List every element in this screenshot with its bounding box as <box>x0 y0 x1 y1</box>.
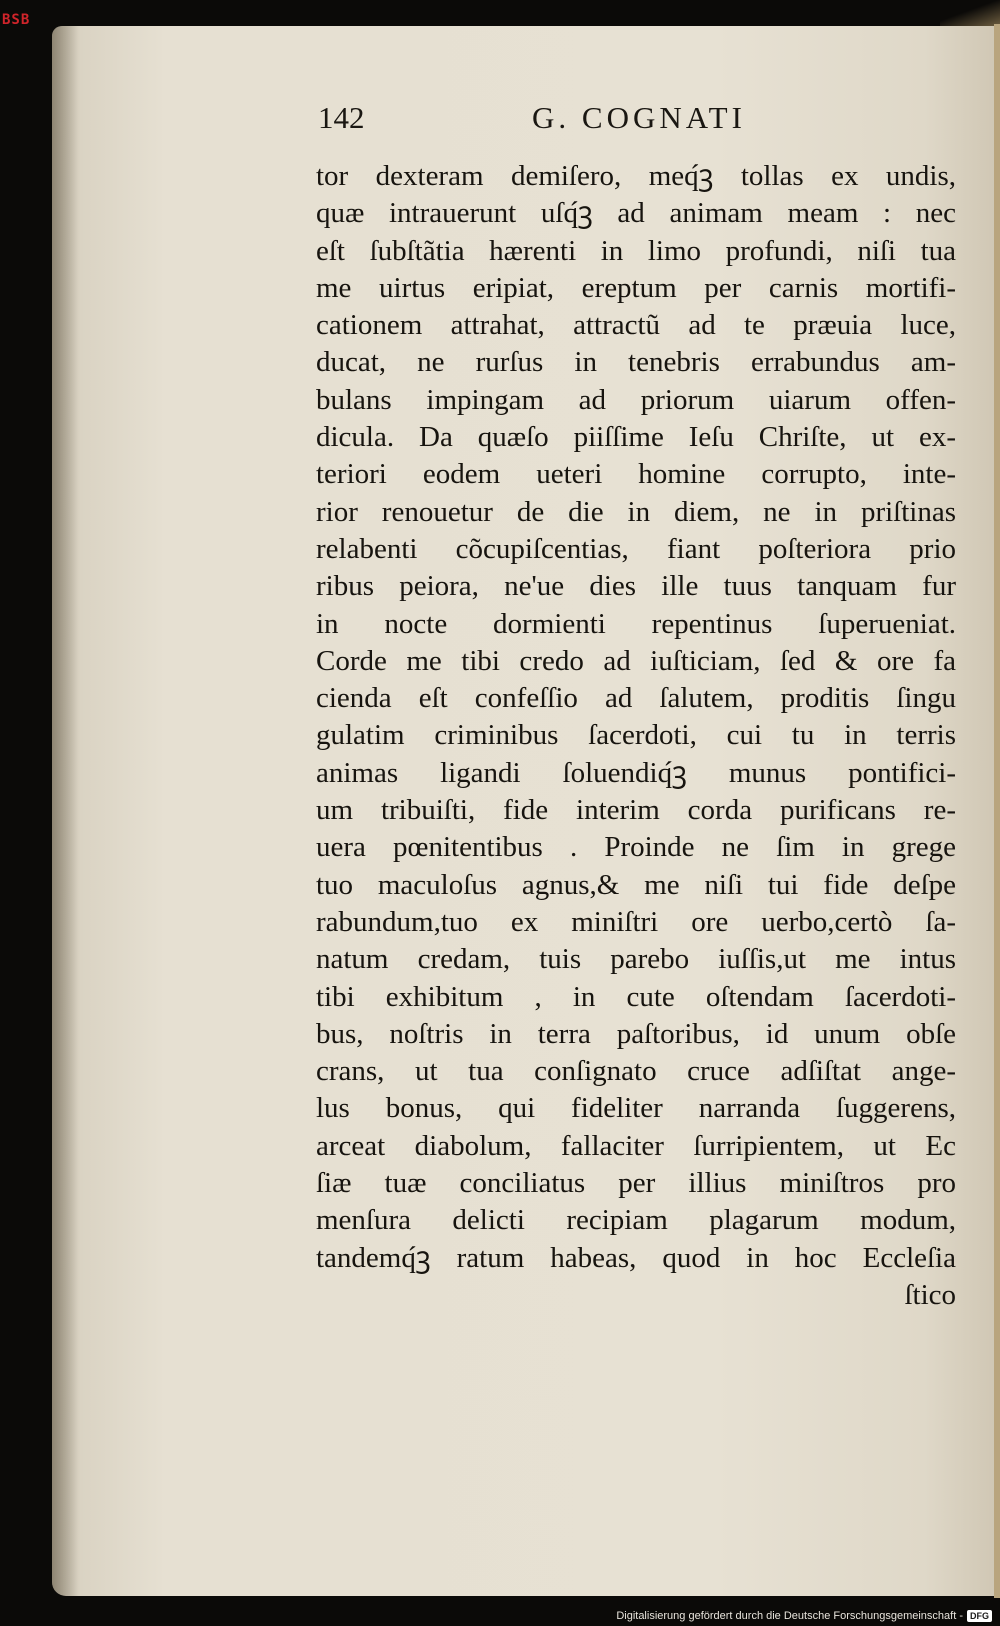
text-line: eſt ſubſtãtia hærenti in limo profundi, niſi tua <box>316 234 956 267</box>
text-line: cienda eſt confeſſio ad ſalutem, proditis ſingu <box>316 682 956 715</box>
text-line: menſura delicti recipiam plagarum modum, <box>316 1204 956 1237</box>
dfg-logo: DFG <box>967 1610 992 1622</box>
text-line: relabenti cõcupiſcentias, fiant poſteriora prio <box>316 532 956 565</box>
text-line: tor dexteram demiſero, meq́ꝫ tollas ex undis, <box>316 160 956 192</box>
text-line: tuo maculoſus agnus,& me niſi tui fide deſpe <box>316 868 956 901</box>
text-line: teriori eodem ueteri homine corrupto, inte- <box>316 458 956 491</box>
page-number: 142 <box>318 100 365 135</box>
text-block <box>316 158 956 1314</box>
text-line: ſtico <box>904 1278 956 1311</box>
running-head <box>318 100 958 144</box>
text-line: ſiæ tuæ conciliatus per illius miniſtros pro <box>316 1167 956 1200</box>
text-line: arceat diabolum, fallaciter ſurripientem, ut Ec <box>316 1129 956 1162</box>
text-line: me uirtus eripiat, ereptum per carnis mortifi- <box>316 271 956 304</box>
text-line: dicula. Da quæſo piiſſime Ieſu Chriſte, ut ex- <box>316 421 956 454</box>
digitization-credit: Digitalisierung gefördert durch die Deutsche Forschungsgemeinschaft - <box>616 1610 963 1622</box>
text-line: tibi exhibitum , in cute oſtendam ſacerdoti- <box>316 980 956 1013</box>
text-line: bulans impingam ad priorum uiarum offen- <box>316 383 956 416</box>
text-line: ducat, ne rurſus in tenebris errabundus am- <box>316 346 956 379</box>
text-line: cationem attrahat, attractũ ad te præuia luce, <box>316 309 956 342</box>
text-line: bus, noſtris in terra paſtoribus, id unum obſe <box>316 1017 956 1050</box>
page-gutter-shadow <box>52 26 78 1596</box>
text-line: crans, ut tua conſignato cruce adſiſtat ange- <box>316 1055 956 1088</box>
text-line: uera pœnitentibus . Proinde ne ſim in grege <box>316 831 956 864</box>
text-line: natum credam, tuis parebo iuſſis,ut me intus <box>316 943 956 976</box>
text-line: rior renouetur de die in diem, ne in priſtinas <box>316 495 956 528</box>
text-line: in nocte dormienti repentinus ſuperueniat. <box>316 607 956 640</box>
text-line: Corde me tibi credo ad iuſticiam, ſed & ore fa <box>316 644 956 677</box>
text-line: ribus peiora, ne'ue dies ille tuus tanquam fur <box>316 570 956 603</box>
text-line: lus bonus, qui fideliter narranda ſuggerens, <box>316 1092 956 1125</box>
text-line: tandemq́ꝫ ratum habeas, quod in hoc Eccleſia <box>316 1241 956 1274</box>
text-line: animas ligandi ſoluendiq́ꝫ munus pontifici- <box>316 756 956 789</box>
text-line: gulatim criminibus ſacerdoti, cui tu in terris <box>316 719 956 752</box>
running-title: G. COGNATI <box>532 100 746 135</box>
text-line: rabundum,tuo ex miniſtri ore uerbo,certò ſa- <box>316 905 956 938</box>
bsb-logo: BSB <box>2 12 31 28</box>
page-edge <box>994 24 1000 1598</box>
text-line: um tribuiſti, fide interim corda purificans re- <box>316 794 956 827</box>
footer-credit <box>616 1610 992 1622</box>
text-line: quæ intrauerunt uſq́ꝫ ad animam meam : nec <box>316 197 956 230</box>
